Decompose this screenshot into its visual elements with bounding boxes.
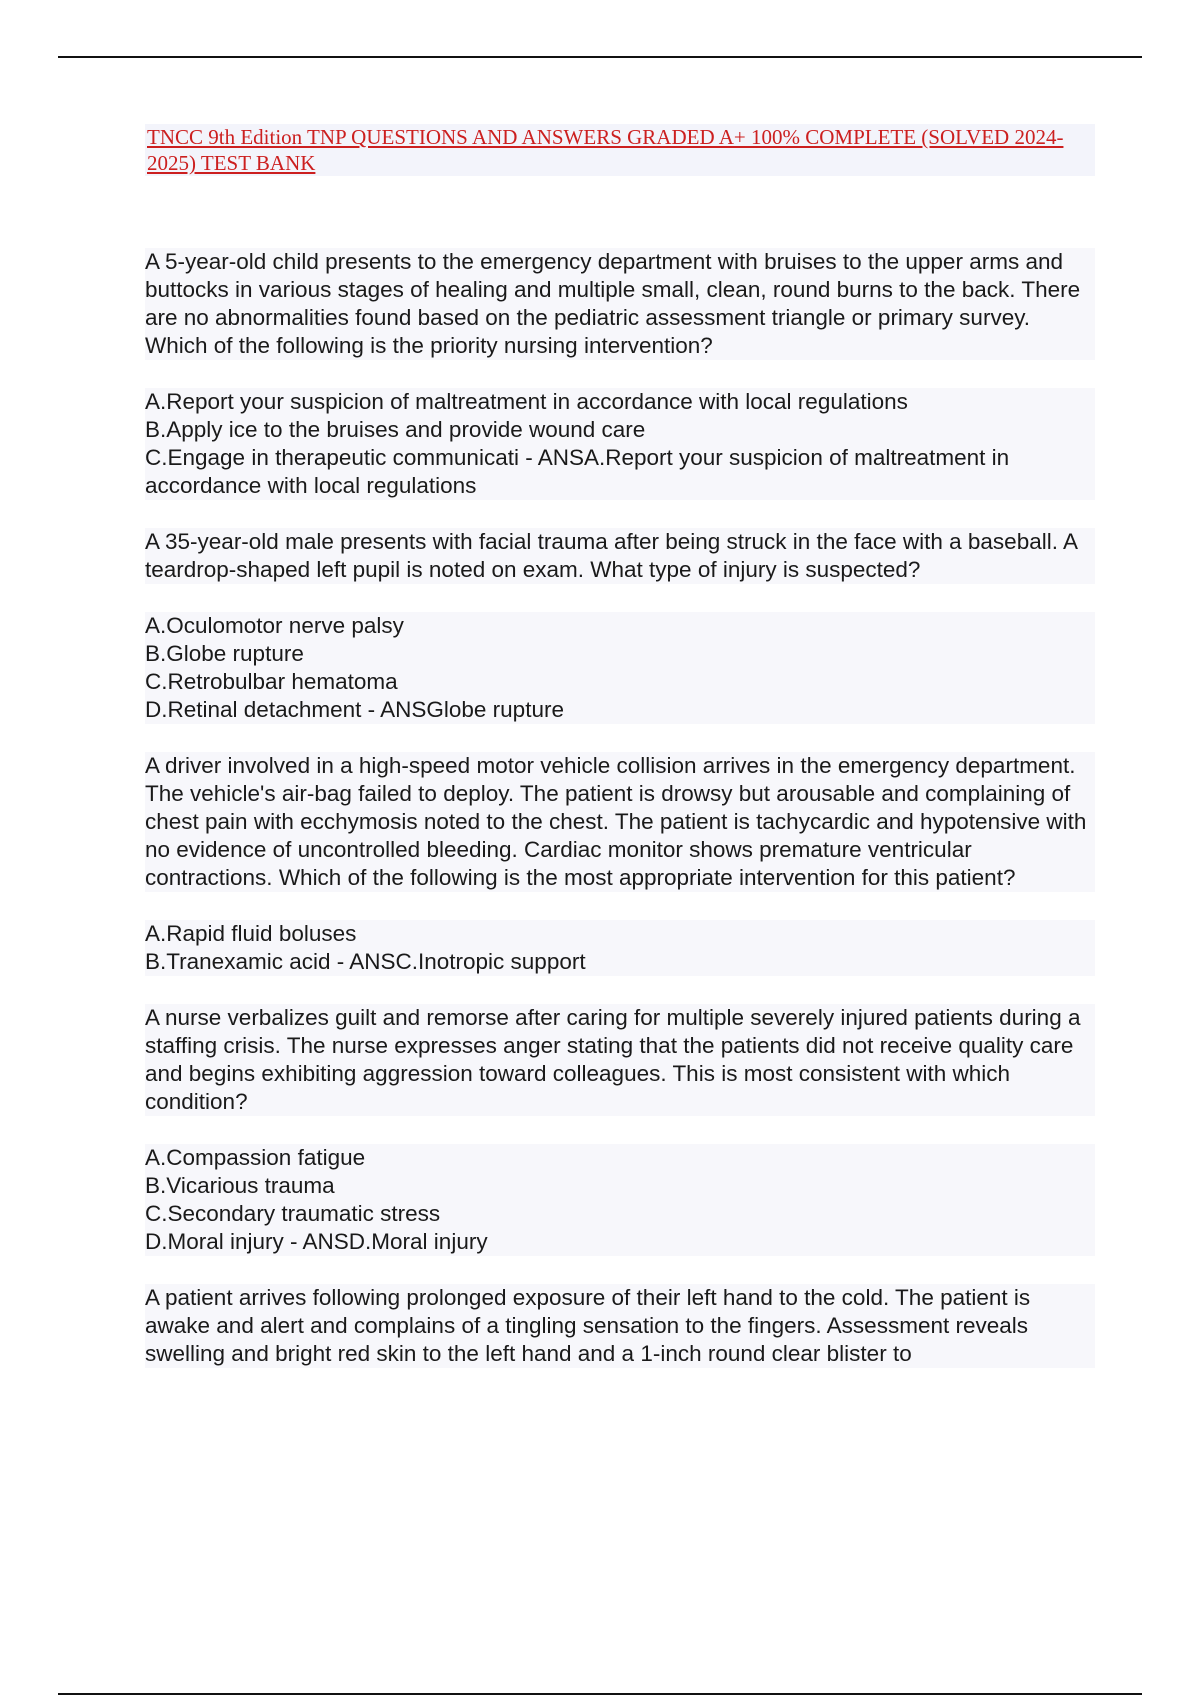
- answer-option: A.Oculomotor nerve palsy: [145, 613, 404, 638]
- options-block-4: [145, 1144, 1095, 1256]
- options-block-3: [145, 920, 1095, 976]
- question-text: A driver involved in a high-speed motor vehicle collision arrives in the emergency department. The vehicle's air-bag failed to deploy. The patient is drowsy but arousable and complaining of chest pain with ecchymosis noted to the chest. The patient is tachycardic and hypotensive with no evidence of uncontrolled bleeding. Cardiac monitor shows premature ventricular contractions. Which of the following is the most appropriate intervention for this patient?: [145, 753, 1087, 890]
- answer-option: A.Compassion fatigue: [145, 1145, 366, 1170]
- answer-option: B.Vicarious trauma: [145, 1173, 335, 1198]
- question-block-2: [145, 528, 1095, 584]
- question-text: A patient arrives following prolonged exposure of their left hand to the cold. The patient is awake and alert and complains of a tingling sensation to the fingers. Assessment reveals swelling and bright red skin to the left hand and a 1-inch round clear blister to: [145, 1285, 1031, 1366]
- answer-option: A.Report your suspicion of maltreatment in accordance with local regulations: [145, 389, 908, 414]
- question-block-5: [145, 1284, 1095, 1368]
- answer-option: D.Moral injury - ANSD.Moral injury: [145, 1229, 488, 1254]
- top-rule: [58, 56, 1142, 58]
- question-block-4: [145, 1004, 1095, 1116]
- options-block-1: [145, 388, 1095, 500]
- answer-option: B.Apply ice to the bruises and provide wound care: [145, 417, 646, 442]
- options-block-2: [145, 612, 1095, 724]
- question-text: A nurse verbalizes guilt and remorse after caring for multiple severely injured patients during a staffing crisis. The nurse expresses anger stating that the patients did not receive quality care and begins exhibiting aggression toward colleagues. This is most consistent with which condition?: [145, 1005, 1081, 1114]
- answer-option: C.Engage in therapeutic communicati - ANSA.Report your suspicion of maltreatment in accordance with local regulations: [145, 445, 1010, 498]
- answer-option: C.Secondary traumatic stress: [145, 1201, 441, 1226]
- answer-option: A.Rapid fluid boluses: [145, 921, 357, 946]
- answer-option: C.Retrobulbar hematoma: [145, 669, 398, 694]
- answer-option: B.Tranexamic acid - ANSC.Inotropic support: [145, 949, 586, 974]
- question-block-1: [145, 248, 1095, 360]
- question-block-3: [145, 752, 1095, 892]
- question-text: A 35-year-old male presents with facial trauma after being struck in the face with a baseball. A teardrop-shaped left pupil is noted on exam. What type of injury is suspected?: [145, 529, 1077, 582]
- answer-option: D.Retinal detachment - ANSGlobe rupture: [145, 697, 564, 722]
- question-text: A 5-year-old child presents to the emergency department with bruises to the upper arms and buttocks in various stages of healing and multiple small, clean, round burns to the back. There are no abnormalities found based on the pediatric assessment triangle or primary survey. Which of the following is the priority nursing intervention?: [145, 249, 1081, 358]
- document-body: [145, 248, 1095, 1396]
- document-title[interactable]: TNCC 9th Edition TNP QUESTIONS AND ANSWERS GRADED A+ 100% COMPLETE (SOLVED 2024-2025) TEST BANK: [145, 124, 1095, 176]
- bottom-rule: [58, 1693, 1142, 1695]
- answer-option: B.Globe rupture: [145, 641, 304, 666]
